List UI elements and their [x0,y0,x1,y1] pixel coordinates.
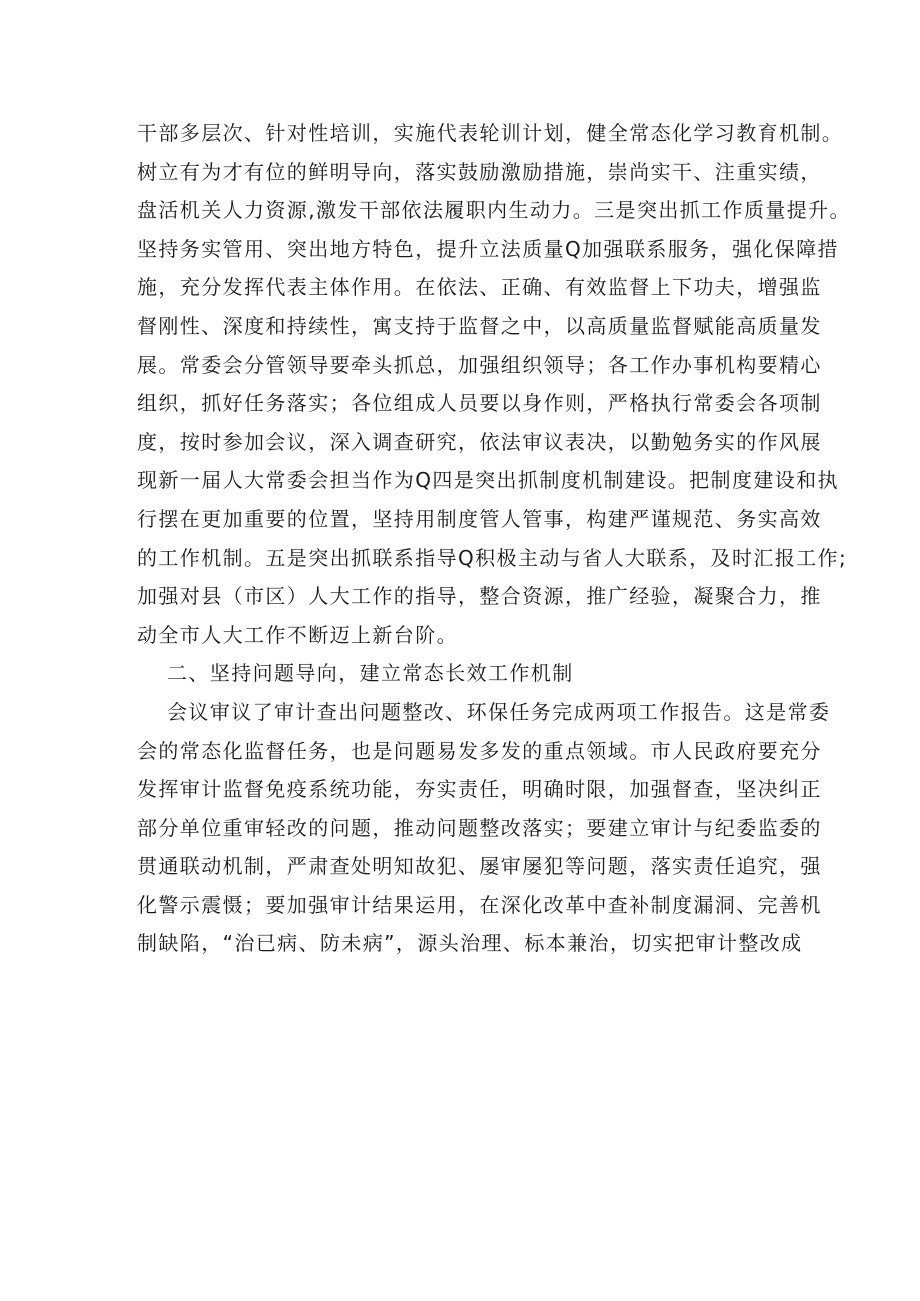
paragraph-line: 加强对县（市区）人大工作的指导，整合资源，推广经验，凝聚合力，推 [137,584,822,609]
paragraph-line: 的工作机制。五是突出抓联系指导Q积极主动与省人大联系，及时汇报工作; [137,545,848,570]
paragraph-line: 现新一届人大常委会担当作为Q四是突出抓制度机制建设。把制度建设和执 [137,468,839,493]
paragraph-line: 督刚性、深度和持续性，寓支持于监督之中，以高质量监督赋能高质量发 [137,313,822,338]
paragraph-line: 部分单位重审轻改的问题，推动问题整改落实；要建立审计与纪委监委的 [137,815,822,840]
paragraph-line: 树立有为才有位的鲜明导向，落实鼓励激励措施，崇尚实干、注重实绩， [137,159,822,184]
paragraph-line: 制缺陷，“治已病、防未病”，源头治理、标本兼治，切实把审计整改成 [137,931,803,956]
paragraph-line: 盘活机关人力资源,激发干部依法履职内生动力。三是突出抓工作质量提升。 [137,198,851,223]
paragraph-line: 动全市人大工作不断迈上新台阶。 [137,622,458,647]
document-body [137,114,851,963]
paragraph-line: 会的常态化监督任务，也是问题易发多发的重点领域。市人民政府要充分 [137,738,822,763]
paragraph-line: 会议审议了审计查出问题整改、环保任务完成两项工作报告。这是常委 [167,699,831,724]
paragraph-line: 度，按时参加会议，深入调查研究，依法审议表决，以勤勉务实的作风展 [137,429,822,454]
paragraph-line: 发挥审计监督免疫系统功能，夯实责任，明确时限，加强督查，坚决纠正 [137,777,822,802]
paragraph-line: 干部多层次、针对性培训，实施代表轮训计划，健全常态化学习教育机制。 [137,121,844,145]
paragraph-line: 贯通联动机制，严肃查处明知故犯、屡审屡犯等问题，落实责任追究，强 [137,854,822,879]
section-heading: 二、坚持问题导向，建立常态长效工作机制 [167,661,574,686]
paragraph-line: 组织，抓好任务落实；各位组成人员要以身作则，严格执行常委会各项制 [137,391,822,416]
paragraph-line: 行摆在更加重要的位置，坚持用制度管人管事，构建严谨规范、务实高效 [137,506,822,531]
paragraph-line: 化警示震慑；要加强审计结果运用，在深化改革中查补制度漏洞、完善机 [137,892,822,917]
paragraph-line: 展。常委会分管领导要牵头抓总，加强组织领导；各工作办事机构要精心 [137,352,822,377]
paragraph-line: 坚持务实管用、突出地方特色，提升立法质量Q加强联系服务，强化保障措 [137,236,839,261]
paragraph-line: 施，充分发挥代表主体作用。在依法、正确、有效监督上下功夫，增强监 [137,275,822,300]
